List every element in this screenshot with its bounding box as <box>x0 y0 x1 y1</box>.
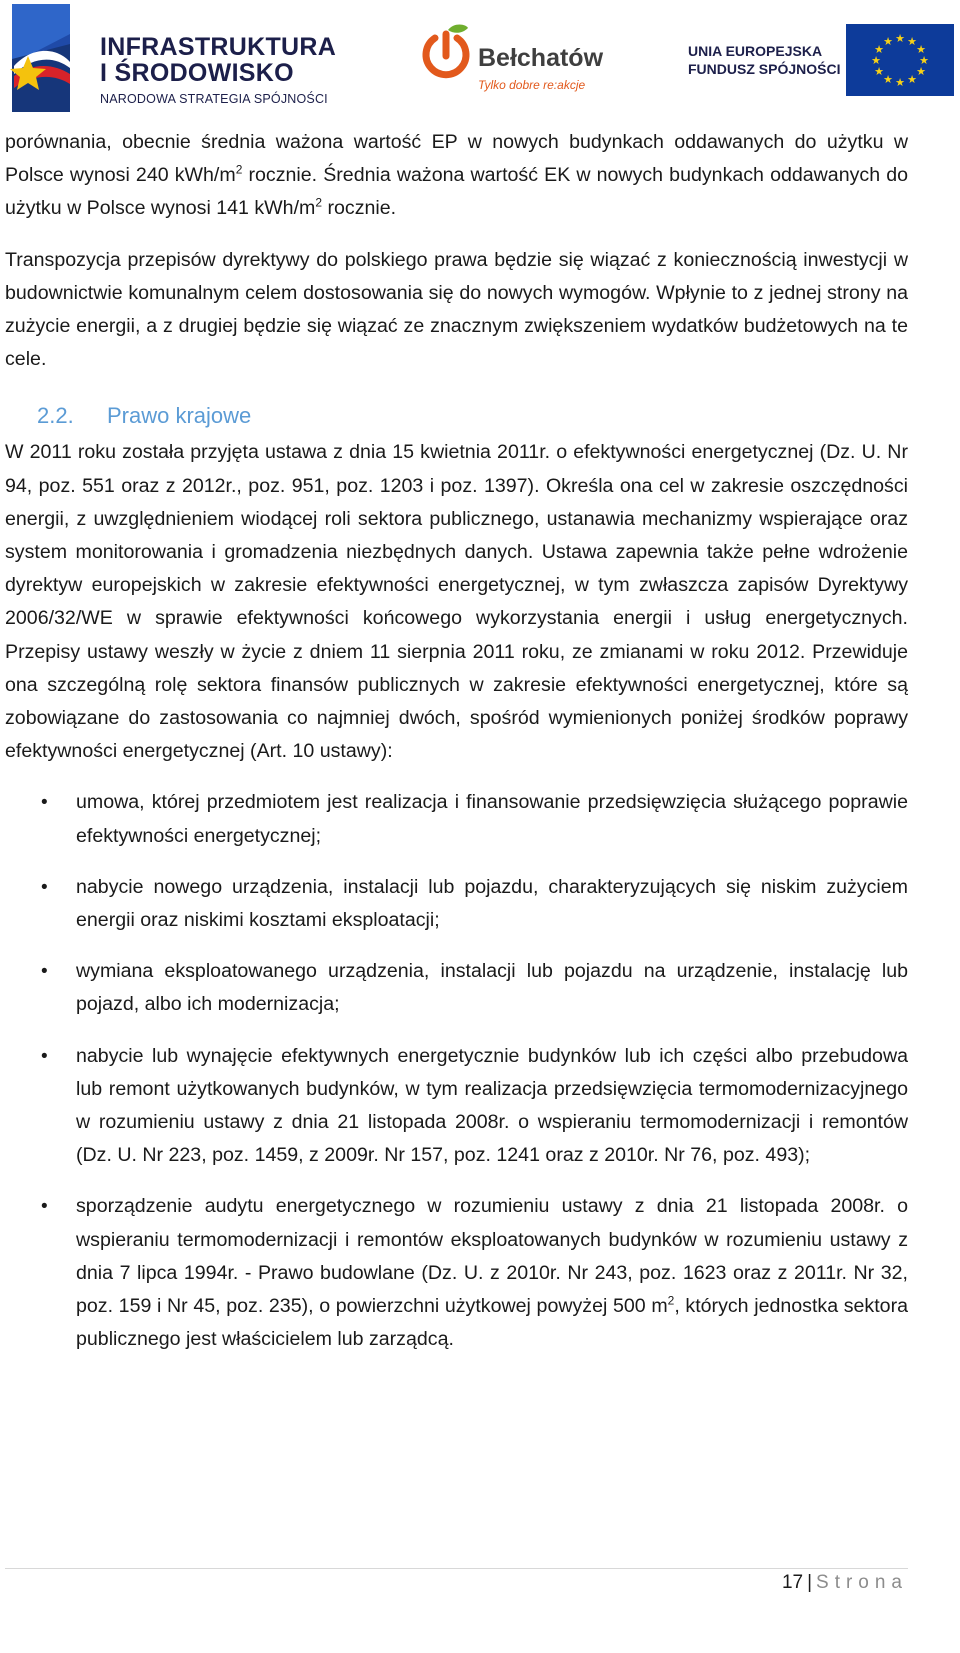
svg-text:★: ★ <box>874 65 884 78</box>
section-title: Prawo krajowe <box>107 403 252 429</box>
svg-text:★: ★ <box>916 65 926 78</box>
page-footer <box>782 1572 908 1594</box>
svg-text:★: ★ <box>907 35 917 48</box>
svg-text:★: ★ <box>871 54 881 67</box>
bullet-icon: • <box>41 961 48 983</box>
list-item: • sporządzenie audytu energetycznego w rozumieniu ustawy z dnia 21 listopada 2008r. o wspieraniu termomodernizacji i remontów eksploatowanych budynków w rozumieniu ustawy z dnia 7 lipca 1994r. - Prawo budowlane (Dz. U. z 2010r. Nr 243, poz. 1623 oraz z 2011r. Nr 32, poz. 159 i Nr 45, poz. 235), o powierzchni użytkowej powyżej 500 $m^2$, których jednostka sektora publicznego jest właścicielem lub zarządcą. <box>41 1195 908 1351</box>
logo-subtitle: NARODOWA STRATEGIA SPÓJNOŚCI <box>100 92 328 106</box>
svg-text:★: ★ <box>883 35 893 48</box>
section-number: 2.2. <box>37 403 74 429</box>
power-apple-icon <box>418 24 474 86</box>
page-label: Strona <box>816 1572 908 1593</box>
logo-title: INFRASTRUKTURA I ŚRODOWISKO <box>100 33 337 87</box>
bullet-icon: • <box>41 876 48 898</box>
footer-separator: | <box>807 1572 813 1593</box>
svg-text:★: ★ <box>895 76 905 89</box>
svg-text:★: ★ <box>883 73 893 86</box>
bullet-icon: • <box>41 1045 48 1067</box>
paragraph-national-law: W 2011 roku została przyjęta ustawa z dnia 15 kwietnia 2011r. o efektywności energetycznej (Dz. U. Nr 94, poz. 551 oraz z 2012r., poz. 951, poz. 1203 i poz. 1397). Określa ona cel w zakresie oszczędności energii, z uwzględnieniem wiodącej roli sektora publicznego, ustanawia mechanizmy wspierające oraz system monitorowania i gromadzenia niezbędnych danych. Ustawa zapewnia także pełne wdrożenie dyrektyw europejskich w zakresie efektywności energetycznej, w tym zwłaszcza zapisów Dyrektywy 2006/32/WE w sprawie efektywności końcowego wykorzystania energii i usług energetycznych. Przepisy ustawy weszły w życie z dniem 11 sierpnia 2011 roku, ze zmianami w roku 2012. Przewiduje ona szczególną rolę sektora finansów publicznych w zakresie efektywności energetycznej, które są zobowiązane do zastosowania co najmniej dwóch, spośród wymienionych poniżej środków poprawy efektywności energetycznej (Art. 10 ustawy): <box>5 441 908 763</box>
measures-list <box>5 786 908 1356</box>
svg-text:★: ★ <box>916 43 926 56</box>
page-header <box>0 0 960 118</box>
svg-text:★: ★ <box>919 54 929 67</box>
list-item: • wymiana eksploatowanego urządzenia, instalacji lub pojazdu na urządzenie, instalację lub pojazd, albo ich modernizacja; <box>41 960 908 1016</box>
document-body <box>5 126 908 1375</box>
bullet-icon: • <box>41 792 48 814</box>
paragraph-ep-ek-values: porównania, obecnie średnia ważona wartość EP w nowych budynkach oddawanych do użytku w Polsce wynosi 240 kWh/$m^2$ rocznie. Średnia ważona wartość EK w nowych budynkach oddawanych do użytku w Polsce wynosi 141 kWh/$m^2$ rocznie. <box>5 131 908 220</box>
city-name: Bełchatów <box>478 44 604 72</box>
infrastruktura-srodowisko-logo <box>4 4 344 114</box>
section-heading <box>5 396 908 436</box>
list-item: • nabycie nowego urządzenia, instalacji lub pojazdu, charakteryzujących się niskim zużyciem energii oraz niskimi kosztami eksploatacji; <box>41 875 908 932</box>
page-number: 17 <box>781 1572 804 1593</box>
svg-text:★: ★ <box>907 73 917 86</box>
star-emblem-icon <box>4 4 96 114</box>
eu-flag-icon <box>846 24 954 96</box>
bullet-icon: • <box>41 1196 48 1218</box>
svg-text:★: ★ <box>874 43 884 56</box>
footer-divider <box>5 1568 908 1569</box>
list-item: • nabycie lub wynajęcie efektywnych energetycznie budynków lub ich części albo przebudowa lub remont użytkowanych budynków, w tym realizacja przedsięwzięcia termomodernizacyjnego w rozumieniu ustawy z dnia 21 listopada 2008r. o wspieraniu termomodernizacji i remontów (Dz. U. Nr 223, poz. 1459, z 2009r. Nr 157, poz. 1241 oraz z 2010r. Nr 76, poz. 493); <box>41 1044 908 1167</box>
paragraph-transposition: Transpozycja przepisów dyrektywy do polskiego prawa będzie się wiązać z koniecznością inwestycji w budownictwie komunalnym celem dostosowania się do nowych wymogów. Wpłynie to z jednej strony na zużycie energii, a z drugiej będzie się wiązać ze znacznym zwiększeniem wydatków budżetowych na te cele. <box>5 248 908 371</box>
eu-fund-text: UNIA EUROPEJSKA FUNDUSZ SPÓJNOŚCI <box>688 43 841 77</box>
svg-text:★: ★ <box>895 32 905 45</box>
list-item: • umowa, której przedmiotem jest realizacja i finansowanie przedsięwzięcia służącego poprawie efektywności energetycznej; <box>41 791 908 847</box>
city-slogan: Tylko dobre re:akcje <box>478 78 586 92</box>
eu-fund-logo <box>688 24 956 96</box>
belchatow-logo <box>418 20 618 100</box>
